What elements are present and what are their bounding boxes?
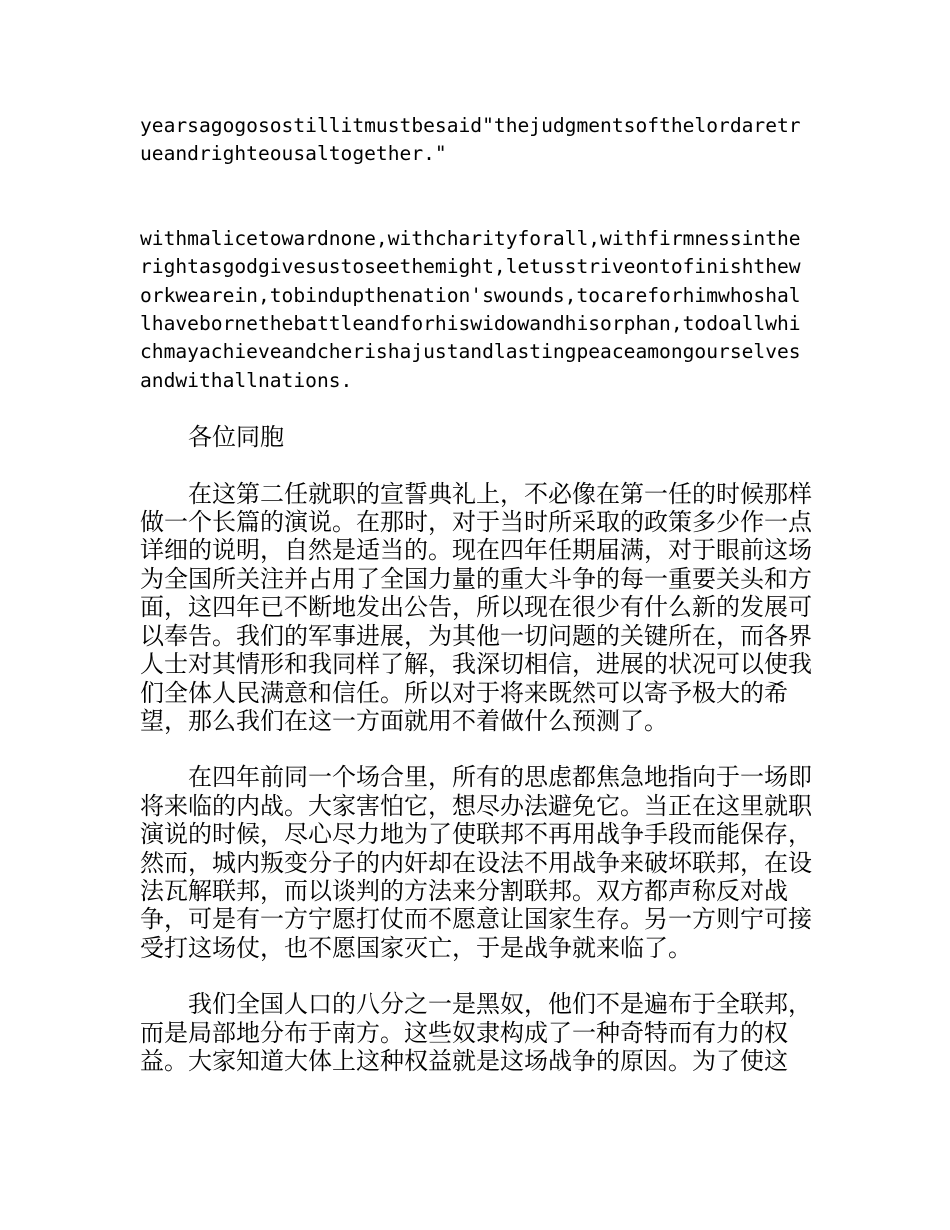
chinese-salutation: 各位同胞 bbox=[188, 423, 284, 452]
chinese-paragraph-3: 我们全国人口的八分之一是黑奴，他们不是遍布于全联邦，而是局部地分布于南方。这些奴隶构成了一种奇特而有力的权益。大家知道大体上这种权益就是这场战争的原因。为了使这 bbox=[140, 990, 812, 1075]
english-paragraph-1: yearsagogosostillitmustbesaid"thejudgmentsofthelordaretrueandrighteousaltogether." bbox=[140, 114, 801, 166]
chinese-paragraph-2: 在四年前同一个场合里，所有的思虑都焦急地指向于一场即将来临的内战。大家害怕它，想尽办法避免它。当正在这里就职演说的时候，尽心尽力地为了使联邦不再用战争手段而能保存，然而，城内叛变分子的内奸却在设法不用战争来破坏联邦，在设法瓦解联邦，而以谈判的方法来分割联邦。双方都声称反对战争，可是有一方宁愿打仗而不愿意让国家生存。另一方则宁可接受打这场仗，也不愿国家灭亡，于是战争就来临了。 bbox=[140, 763, 812, 962]
english-paragraph-2: withmalicetowardnone,withcharityforall,withfirmnessintherightasgodgivesustoseethemight,letusstriveontofinishtheworkwearein,tobindupthenation'swounds,tocareforhimwhoshallhavebornethebattleandforhiswidowandhisorphan,todoallwhichmayachieveandcherishajustandlastingpeaceamongourselvesandwithallnations. bbox=[140, 226, 801, 392]
chinese-paragraph-1: 在这第二任就职的宣誓典礼上，不必像在第一任的时候那样做一个长篇的演说。在那时，对于当时所采取的政策多少作一点详细的说明，自然是适当的。现在四年任期届满，对于眼前这场为全国所关注并占用了全国力量的重大斗争的每一重要关头和方面，这四年已不断地发出公告，所以现在很少有什么新的发展可以奉告。我们的军事进展，为其他一切问题的关键所在，而各界人士对其情形和我同样了解，我深切相信，进展的状况可以使我们全体人民满意和信任。所以对于将来既然可以寄予极大的希望，那么我们在这一方面就用不着做什么预测了。 bbox=[140, 479, 812, 735]
document-body bbox=[140, 112, 812, 1075]
